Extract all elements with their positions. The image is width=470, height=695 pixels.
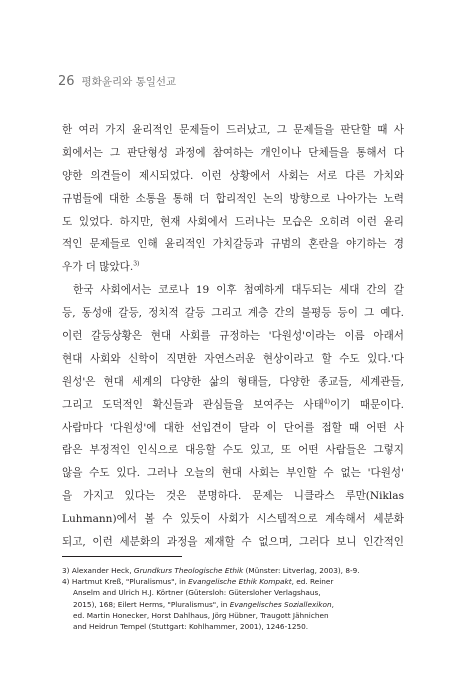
footnote-4	[62, 576, 407, 587]
footnote-text: (Münster: Litverlag, 2003), 8-9.	[243, 566, 360, 575]
paragraph-1	[62, 119, 404, 279]
footnote-number: 3)	[62, 566, 70, 575]
footnote-text: Hartmut Kreß, "Pluralismus", in	[71, 577, 189, 587]
text-line: 등, 동성애 갈등, 정치적 갈등 그리고 계층 간의 불평등 등이 그 예다.	[62, 307, 404, 320]
footnote-ref: 4)	[323, 398, 330, 406]
text-line: 현대 사회와 신학이 직면한 자연스러운 현상이라고 할 수도 있다.'다	[62, 352, 404, 365]
footnote-number: 4)	[62, 577, 70, 587]
text-line: 규범들에 대한 소통을 통해 더 합리적인 논의 방향으로 나아가는 노력	[62, 192, 404, 205]
text-line-content: 이기 때문이다.	[329, 398, 404, 411]
footnote-4-line: Anselm and Ulrich H.J. Körtner (Gütersloh: Gütersloher Verlagshaus,	[73, 588, 321, 598]
footnote-ref: 3)	[133, 260, 140, 268]
footnote-text: 2015), 168; Eilert Herms, "Pluralismus", in	[73, 599, 230, 609]
footnote-4-line: ed. Martin Honecker, Horst Dahlhaus, Jörg Hübner, Traugott Jähnichen	[73, 610, 329, 620]
text-line: Luhmann)에서 볼 수 있듯이 사회가 시스템적으로 계속해서 세분화	[62, 513, 404, 526]
text-line: 적인 문제들로 인해 윤리적인 가치갈등과 규범의 혼란을 야기하는 경	[62, 238, 404, 251]
text-line-content: 그리고 도덕적인 확신들과 관심들을 보여주는 사태	[62, 398, 324, 411]
footnote-text: Alexander Heck,	[71, 566, 134, 575]
text-line: 않을 수도 있다. 그러나 오늘의 현대 사회는 부인할 수 없는 '다원성'	[62, 467, 404, 480]
page-number: 26	[58, 74, 75, 89]
footnote-text: , ed. Reiner	[291, 577, 334, 587]
text-line-content: 우가 더 많았다.	[62, 261, 134, 274]
text-line	[62, 256, 404, 279]
footnote-book-title: Evangelische Ethik Kompakt	[188, 577, 292, 587]
footnotes	[62, 565, 407, 632]
text-line: 한 여러 가지 윤리적인 문제들이 드러났고, 그 문제들을 판단할 때 사	[62, 124, 404, 136]
footnote-3	[62, 565, 407, 576]
text-line: 이런 갈등상황은 현대 사회를 규정하는 '다원성'이라는 이름 아래서	[62, 330, 404, 343]
footnote-text: ,	[331, 599, 334, 609]
text-line: 도 있었다. 하지만, 현재 사회에서 드러나는 모습은 오히려 이런 윤리	[62, 215, 404, 228]
body-text	[62, 119, 404, 554]
text-line: 한국 사회에서는 코로나 19 이후 첨예하게 대두되는 세대 간의 갈	[73, 284, 404, 297]
text-line: 사람마다 '다원성'에 대한 선입견이 달라 이 단어를 접할 때 어떤 사	[62, 421, 404, 434]
text-line: 양한 의견들이 제시되었다. 이런 상황에서 사회는 서로 다른 가치와	[62, 169, 404, 182]
footnote-divider	[62, 556, 182, 557]
book-title: 평화윤리와 통일선교	[81, 76, 177, 88]
footnote-4-line	[62, 599, 407, 610]
text-line: 람은 부정적인 인식으로 대응할 수도 있고, 또 어떤 사람들은 그렇지	[62, 444, 404, 457]
running-header	[58, 74, 176, 89]
paragraph-2	[62, 279, 404, 554]
footnote-book-title: Evangelisches Soziallexikon	[229, 599, 332, 609]
text-line: 회에서는 그 판단형성 과정에 참여하는 개인이나 단체들을 통해서 다	[62, 146, 404, 159]
footnote-book-title: Grundkurs Theologische Ethik	[133, 566, 244, 575]
text-line: 원성'은 현대 세계의 다양한 삶의 형태들, 다양한 종교들, 세계관들,	[62, 375, 404, 388]
text-line: 을 가지고 있다는 것은 분명하다. 문제는 니클라스 루만(Niklas	[62, 490, 404, 503]
footnote-4-line: and Heidrun Tempel (Stuttgart: Kohlhammer, 2001), 1246-1250.	[73, 621, 309, 631]
text-line	[62, 394, 404, 417]
text-line: 되고, 이런 세분화의 과정을 제재할 수 없으며, 그러다 보니 인간적인	[62, 536, 404, 549]
